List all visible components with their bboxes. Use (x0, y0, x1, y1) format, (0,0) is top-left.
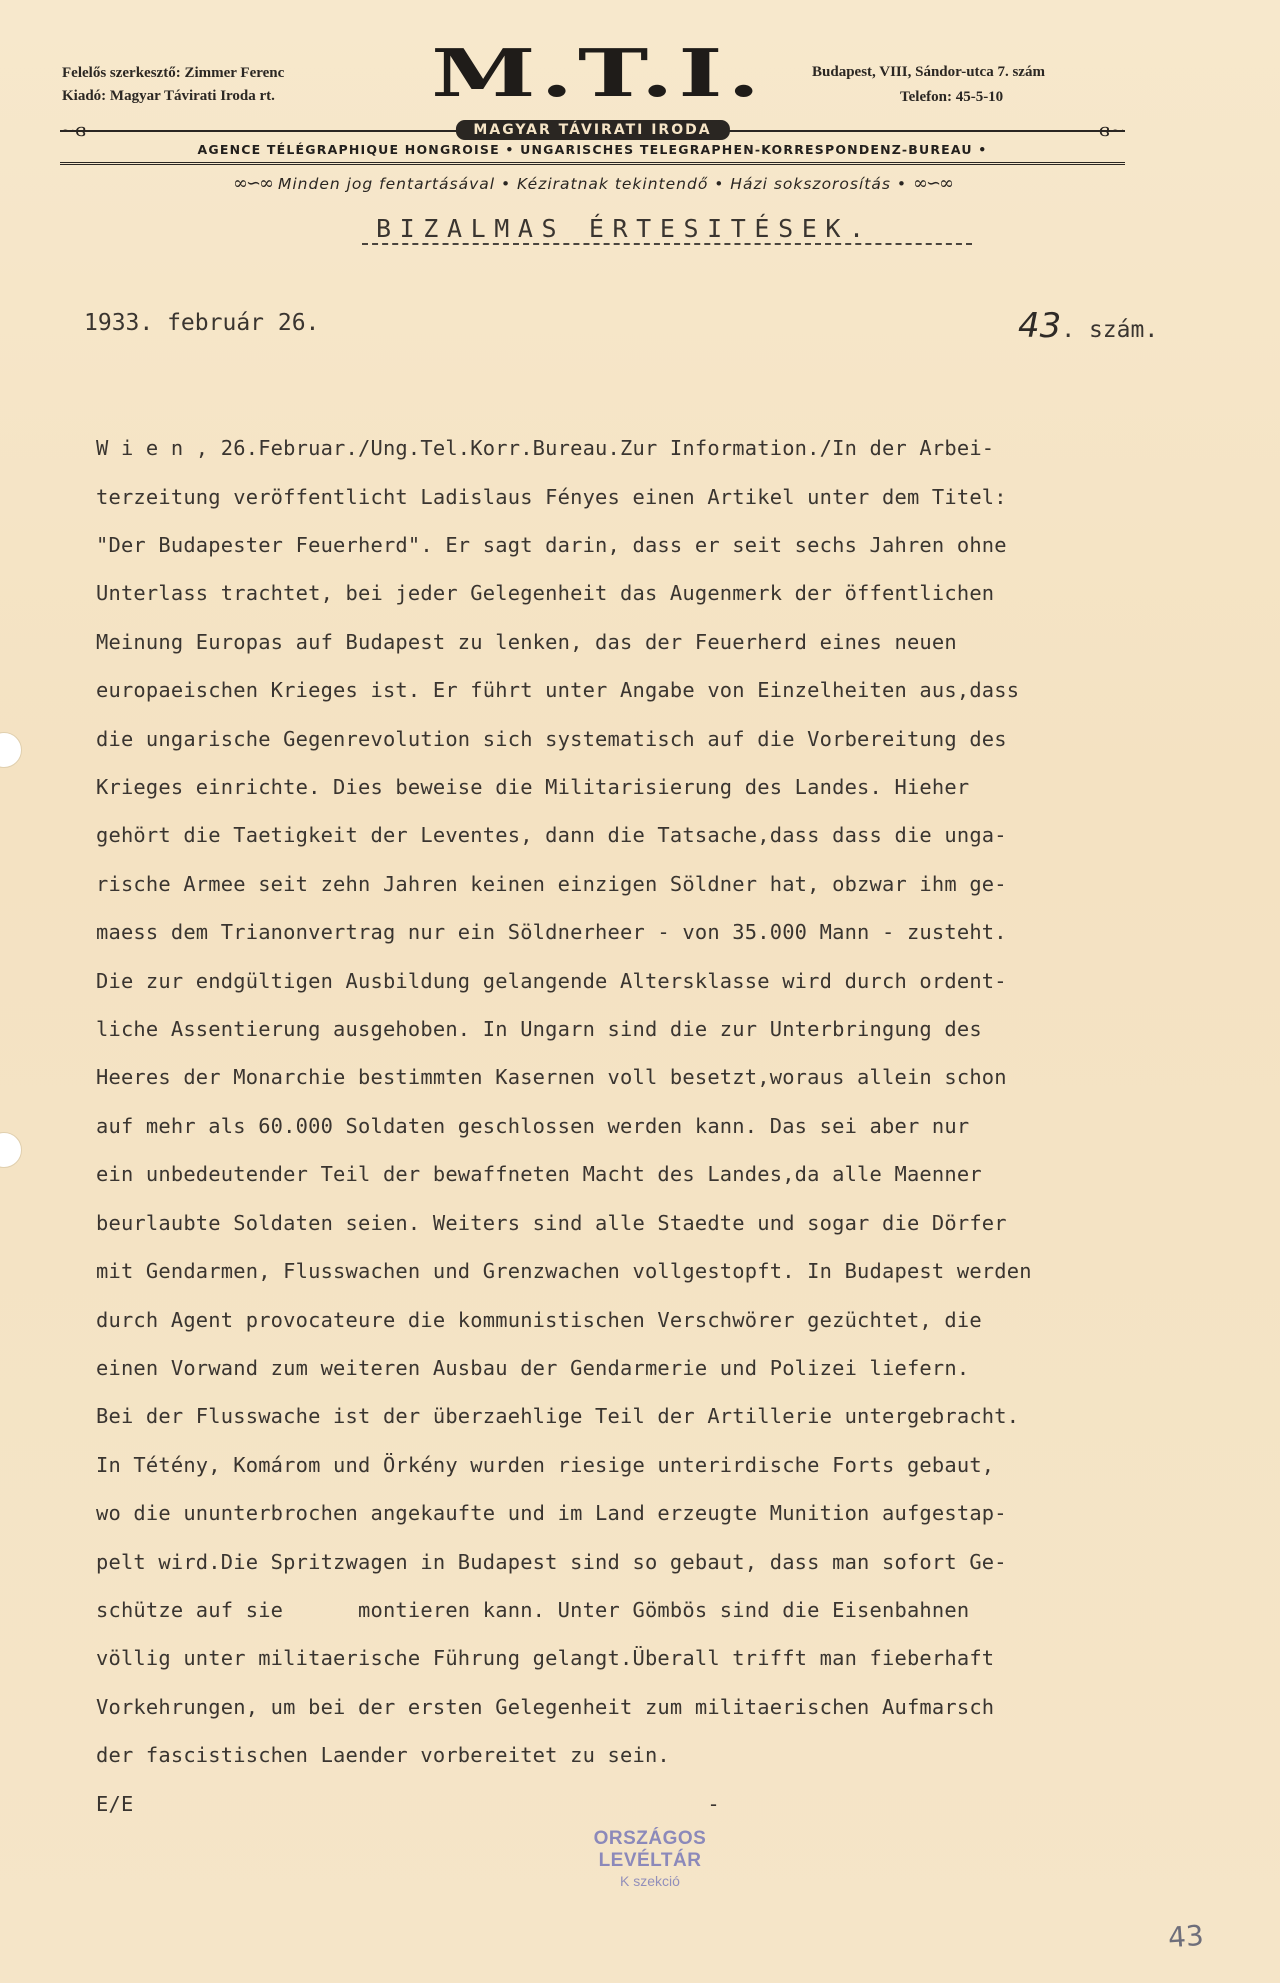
archive-stamp (540, 1828, 760, 1889)
body-line: völlig unter militaerische Führung gelangt.Überall trifft man fieberhaft (96, 1646, 995, 1671)
body-line: Meinung Europas auf Budapest zu lenken, das der Feuerherd eines neuen (96, 629, 957, 654)
body-line: ein unbedeutender Teil der bewaffneten Macht des Landes,da alle Maenner (96, 1162, 982, 1187)
body-line: europaeischen Krieges ist. Er führt unter Angabe von Einzelheiten aus,dass (96, 678, 1020, 703)
body-line: Heeres der Monarchie bestimmten Kasernen voll besetzt,woraus allein schon (96, 1065, 1007, 1090)
headline-underline (362, 243, 972, 245)
address-line: Budapest, VIII, Sándor-utca 7. szám (812, 64, 1045, 80)
scroll-ornament-icon: ∞∽∞ (232, 173, 273, 194)
body-line: einen Vorwand zum weiteren Ausbau der Gendarmerie und Polizei liefern. (96, 1355, 970, 1380)
body-line: durch Agent provocateure die kommunistischen Verschwörer gezüchtet, die (96, 1307, 982, 1332)
body-line: Unterlass trachtet, bei jeder Gelegenheit das Augenmerk der öffentlichen (96, 581, 995, 606)
telephone-line: Telefon: 45-5-10 (900, 89, 1004, 105)
body-line: pelt wird.Die Spritzwagen in Budapest sind so gebaut, dass man sofort Ge- (96, 1549, 1007, 1574)
body-line: In Tétény, Komárom und Örkény wurden riesige unterirdische Forts gebaut, (96, 1452, 995, 1477)
letterhead-right (812, 60, 1142, 110)
body-line: die ungarische Gegenrevolution sich systematisch auf die Vorbereitung des (96, 726, 1007, 751)
body-line: rische Armee seit zehn Jahren keinen einzigen Söldner hat, obzwar ihm ge- (96, 871, 1007, 896)
archive-stamp-section: K szekció (620, 1873, 680, 1889)
agency-name: MAGYAR TÁVIRATI IRODA (455, 120, 729, 140)
body-line: E/E - (96, 1791, 720, 1816)
body-line: wo die ununterbrochen angekaufte und im Land erzeugte Munition aufgestap- (96, 1501, 1007, 1526)
body-line: beurlaubte Soldaten seien. Weiters sind alle Staedte und sogar die Dörfer (96, 1210, 1007, 1235)
body-line: Krieges einrichte. Dies beweise die Militarisierung des Landes. Hieher (96, 775, 970, 800)
rights-notice-band (60, 172, 1125, 196)
scroll-ornament-icon: ∞∽∞ (912, 173, 953, 194)
punch-hole (0, 732, 22, 768)
issue-number-line (1018, 306, 1158, 346)
scroll-ornament-icon: ~ɞ (60, 120, 87, 141)
body-line: maess dem Trianonvertrag nur ein Söldnerheer - von 35.000 Mann - zusteht. (96, 920, 1007, 945)
body-line: gehört die Taetigkeit der Leventes, dann die Tatsache,dass dass die unga- (96, 823, 1007, 848)
agency-languages: AGENCE TÉLÉGRAPHIQUE HONGROISE • UNGARISCHES TELEGRAPHEN-KORRESPONDENZ-BUREAU • (60, 140, 1125, 165)
document-headline: BIZALMAS ÉRTESITÉSEK. (376, 214, 873, 243)
body-line: Bei der Flusswache ist der überzaehlige Teil der Artillerie untergebracht. (96, 1404, 1020, 1429)
document-date: 1933. február 26. (84, 310, 320, 336)
publisher-line: Kiadó: Magyar Távirati Iroda rt. (62, 88, 275, 104)
issue-number: 43 (1018, 306, 1062, 346)
mti-logo: M.T.I. (431, 34, 765, 112)
document-body (96, 412, 1206, 1864)
agency-name-band (60, 118, 1125, 142)
scroll-ornament-icon: ɞ~ (1098, 120, 1125, 141)
issue-suffix: . szám. (1061, 317, 1159, 343)
punch-hole (0, 1132, 22, 1168)
body-line: schütze auf sie montieren kann. Unter Gömbös sind die Eisenbahnen (96, 1597, 970, 1622)
letterhead-left (62, 62, 284, 108)
body-line: liche Assentierung ausgehoben. In Ungarn sind die zur Unterbringung des (96, 1017, 982, 1042)
body-line: der fascistischen Laender vorbereitet zu sein. (96, 1743, 670, 1768)
archive-stamp-title: ORSZÁGOS LEVÉLTÁR (593, 1828, 707, 1871)
body-line: auf mehr als 60.000 Soldaten geschlossen werden kann. Das sei aber nur (96, 1113, 970, 1138)
body-line: mit Gendarmen, Flusswachen und Grenzwachen vollgestopft. In Budapest werden (96, 1259, 1032, 1284)
body-line: Vorkehrungen, um bei der ersten Gelegenheit zum militaerischen Aufmarsch (96, 1694, 995, 1719)
handwritten-page-number: 43 (1166, 1918, 1205, 1955)
body-line: W i e n , 26.Februar./Ung.Tel.Korr.Bureau.Zur Information./In der Arbei- (96, 436, 995, 461)
body-line: Die zur endgültigen Ausbildung gelangende Altersklasse wird durch ordent- (96, 968, 1007, 993)
body-line: "Der Budapester Feuerherd". Er sagt darin, dass er seit sechs Jahren ohne (96, 533, 1007, 558)
body-line: terzeitung veröffentlicht Ladislaus Fényes einen Artikel unter dem Titel: (96, 484, 1007, 509)
editor-line: Felelős szerkesztő: Zimmer Ferenc (62, 65, 285, 81)
rights-notice: Minden jog fentartásával • Kéziratnak tekintendő • Házi sokszorosítás • (277, 175, 908, 193)
